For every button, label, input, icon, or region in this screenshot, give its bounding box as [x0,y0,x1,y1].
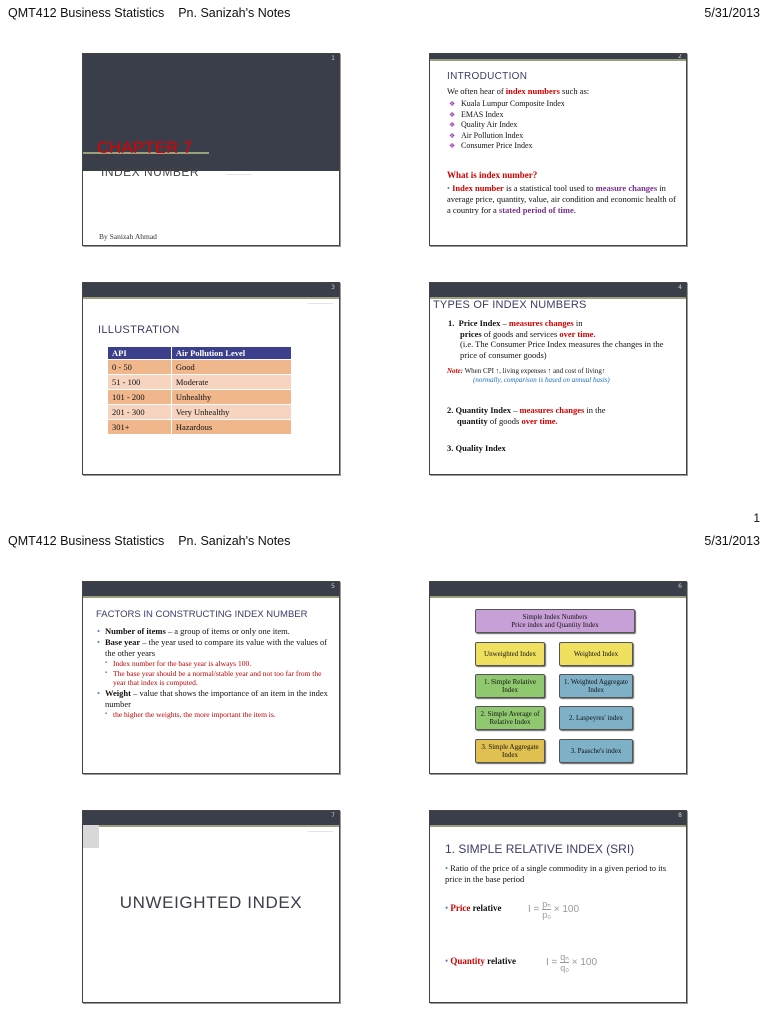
paasche-node: 3. Paasche's index [559,739,633,763]
slide-number: 4 [678,284,682,291]
table-row: 301+ Hazardous [108,420,292,435]
laspeyres-node: 2. Laspeyres' index [559,706,633,730]
slide-number: 1 [331,55,335,62]
intro-lead: We often hear of index numbers such as: [447,86,590,96]
watermark-url: ~~~~~~~~~~~ [226,172,252,177]
slide-heading: ILLUSTRATION [98,324,180,336]
index-list [449,99,565,152]
slide-1 [82,53,340,246]
table-row: 101 - 200 Unhealthy [108,390,292,405]
note: Note: When CPI ↑, living expenses ↑ and cost of living↑ (normally, comparison is based on annual basis) [447,367,610,384]
sub-item: ▪ Index number for the base year is always 100. [105,659,329,669]
sub-item: ▪ The base year should be a normal/stable year and not too far from the year that index is computed. [105,669,329,688]
chapter-title: CHAPTER 7 [97,138,193,157]
quantity-relative-formula: I = $\frac{\text{qₙ}}{\text{q₀}}$ × 100 [546,952,598,973]
slide-6 [429,581,687,774]
slide-8 [429,810,687,1003]
sub-item: ▪ the higher the weights, the more important the item is. [105,710,329,720]
factor-list [97,626,329,719]
slide-number: 8 [678,812,682,819]
page-number: 1 [753,511,760,525]
course-title: QMT412 Business Statistics [8,6,165,20]
table-row: 0 - 50 Good [108,360,292,375]
slide-heading: INTRODUCTION [447,71,528,82]
notes-author: Pn. Sanizah's Notes [178,6,291,20]
slide-3: 3 ~~~~~~~~~~~ ILLUSTRATION API Air Pollution Level 0 - 50 Good 51 - 100 Moderate 101 - 200 Unhealthy 201 - 300 Very Unhealthy 301+ Hazardous [82,282,340,475]
price-index-item: 1. Price Index – measures changes in prices of goods and services over time. (i.e. The Consumer Price Index measures the changes in the price of consumer goods) [448,318,664,360]
description: • Ratio of the price of a single commodity in a given period to its price in the base period [445,863,667,884]
weighted-node: Weighted Index [559,642,633,666]
notes-author: Pn. Sanizah's Notes [178,534,291,548]
list-item: • Base year – the year used to compare its value with the values of the other years ▪ Index number for the base year is always 100. ▪ The base year should be a normal/stable year and not too far from the year that index is computed. [97,637,329,688]
price-relative-formula: I = $\frac{\text{pₙ}}{\text{p₀}}$ × 100 [528,899,580,920]
question: What is index number? [447,170,538,180]
slide-4 [429,282,687,475]
course-title: QMT412 Business Statistics [8,534,165,548]
table-header-row: API Air Pollution Level [108,347,292,360]
list-item: ❖ Quality Air Index [449,120,565,131]
slide-number: 6 [678,583,682,590]
header-date: 5/31/2013 [704,6,760,20]
definition: • Index number is a statistical tool used to measure changes in average price, quantity, value, air condition and economic health of a country for a stated period of time. [447,183,676,215]
list-item: ❖ Air Pollution Index [449,131,565,142]
author: By Sanizah Ahmad [99,232,157,241]
sai-node: 3. Simple Aggregate Index [475,739,545,763]
slide-number: 7 [331,812,335,819]
header-date: 5/31/2013 [704,534,760,548]
quantity-index-item: 2. Quantity Index – measures changes in the quantity of goods over time. [447,405,606,426]
slide-number: 5 [331,583,335,590]
list-item: ❖ Consumer Price Index [449,141,565,152]
table-row: 201 - 300 Very Unhealthy [108,405,292,420]
list-item: ❖ EMAS Index [449,110,565,121]
api-table [107,346,292,435]
table-row: 51 - 100 Moderate [108,375,292,390]
quantity-relative-label: • Quantity relative [445,956,516,966]
unweighted-node: Unweighted Index [475,642,545,666]
quality-index-item: 3. Quality Index [447,443,506,453]
wai-node: 1. Weighted Aggregate Index [559,674,633,698]
slide-title: UNWEIGHTED INDEX [119,893,303,912]
slide-heading: TYPES OF INDEX NUMBERS [433,299,587,311]
slide-number: 3 [331,284,335,291]
price-relative-label: • Price relative [445,903,502,913]
list-item: • Number of items – a group of items or only one item. [97,626,329,637]
slide-heading: 1. SIMPLE RELATIVE INDEX (SRI) [445,842,635,856]
list-item: • Weight – value that shows the importance of an item in the index number ▪ the higher the weights, the more important the item is. [97,688,329,720]
slide-title: INDEX NUMBER [101,165,200,179]
slide-heading: FACTORS IN CONSTRUCTING INDEX NUMBER [96,609,308,620]
list-item: ❖ Kuala Lumpur Composite Index [449,99,565,110]
slide-2 [429,53,687,246]
sri-node: 1. Simple Relative Index [475,674,545,698]
sarl-node: 2. Simple Average of Relative Index [475,706,545,730]
slide-5 [82,581,340,774]
slide-7: 7 ~~~~~~~~~~~ UNWEIGHTED INDEX [82,810,340,1003]
root-node: Simple Index Numbers Price index and Quantity Index [475,609,635,633]
slide-number: 2 [678,53,682,60]
